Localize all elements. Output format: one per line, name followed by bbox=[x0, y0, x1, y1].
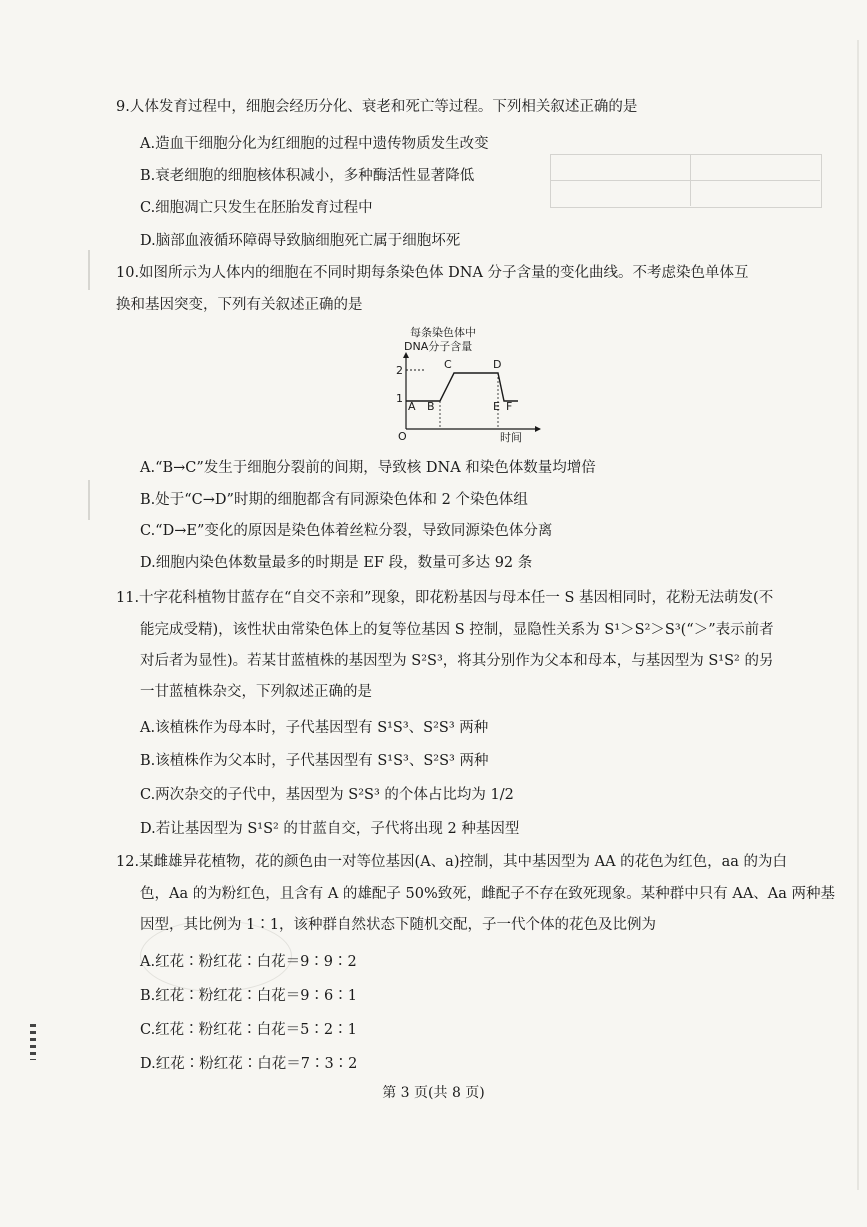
chart-x-axis-arrow bbox=[535, 426, 541, 432]
chart-point-label-e: E bbox=[493, 400, 500, 413]
chart-y-axis-arrow bbox=[403, 352, 409, 358]
q11-stem-line1: 11.十字花科植物甘蓝存在“自交不亲和”现象，即花粉基因与母本任一 S 基因相同时，花粉无法萌发(不 bbox=[116, 590, 774, 606]
chart-ytick-2: 2 bbox=[396, 364, 403, 377]
chart-ylabel-line2: DNA分子含量 bbox=[404, 340, 473, 353]
chart-ytick-1: 1 bbox=[396, 392, 403, 405]
q10-stem-line1: 10.如图所示为人体内的细胞在不同时期每条染色体 DNA 分子含量的变化曲线。不考虑染色单体互 bbox=[116, 265, 749, 281]
q12-stem-line3: 因型，其比例为 1∶1，该种群自然状态下随机交配，子一代个体的花色及比例为 bbox=[140, 917, 657, 933]
q9-option-d: D.脑部血液循环障碍导致脑细胞死亡属于细胞坏死 bbox=[140, 233, 461, 249]
dna-content-chart bbox=[380, 318, 550, 450]
chart-origin-label: O bbox=[398, 430, 407, 443]
binding-mark bbox=[88, 250, 90, 290]
chart-xlabel: 时间 bbox=[500, 431, 522, 444]
q11-stem-line4: 一甘蓝植株杂交，下列叙述正确的是 bbox=[140, 684, 372, 700]
chart-point-label-f: F bbox=[506, 400, 513, 413]
q10-option-b: B.处于“C→D”时期的细胞都含有同源染色体和 2 个染色体组 bbox=[140, 492, 528, 508]
q10-option-c: C.“D→E”变化的原因是染色体着丝粒分裂，导致同源染色体分离 bbox=[140, 523, 553, 539]
q11-option-b: B.该植株作为父本时，子代基因型有 S¹S³、S²S³ 两种 bbox=[140, 753, 489, 769]
binding-mark bbox=[88, 480, 90, 520]
q12-stem-line2: 色，Aa 的为粉红色，且含有 A 的雄配子 50%致死，雌配子不存在致死现象。某种群中只有 AA、Aa 两种基 bbox=[140, 886, 836, 902]
page-footer: 第 3 页(共 8 页) bbox=[382, 1085, 485, 1101]
edge-scan-mark bbox=[30, 1024, 36, 1060]
q9-option-b: B.衰老细胞的细胞核体积减小，多种酶活性显著降低 bbox=[140, 168, 475, 184]
page-edge-shadow bbox=[857, 40, 859, 1190]
q11-stem-line2: 能完成受精)，该性状由常染色体上的复等位基因 S 控制，显隐性关系为 S¹＞S²＞S³(“＞”表示前者 bbox=[140, 622, 774, 638]
chart-ylabel-line1: 每条染色体中 bbox=[410, 326, 476, 339]
chart-point-label-d: D bbox=[493, 358, 502, 371]
q12-stem-line1: 12.某雌雄异花植物，花的颜色由一对等位基因(A、a)控制，其中基因型为 AA 的花色为红色，aa 的为白 bbox=[116, 854, 788, 870]
q12-option-a: A.红花∶粉红花∶白花＝9∶9∶2 bbox=[140, 954, 357, 970]
chart-series-line bbox=[406, 373, 518, 401]
q9-option-c: C.细胞凋亡只发生在胚胎发育过程中 bbox=[140, 200, 373, 216]
q11-option-d: D.若让基因型为 S¹S² 的甘蓝自交，子代将出现 2 种基因型 bbox=[140, 821, 520, 837]
q10-stem-line2: 换和基因突变，下列有关叙述正确的是 bbox=[116, 297, 363, 313]
q9-stem: 9.人体发育过程中，细胞会经历分化、衰老和死亡等过程。下列相关叙述正确的是 bbox=[116, 99, 638, 115]
q12-option-b: B.红花∶粉红花∶白花＝9∶6∶1 bbox=[140, 988, 357, 1004]
chart-point-label-c: C bbox=[444, 358, 452, 371]
q12-option-c: C.红花∶粉红花∶白花＝5∶2∶1 bbox=[140, 1022, 357, 1038]
q10-option-a: A.“B→C”发生于细胞分裂前的间期，导致核 DNA 和染色体数量均增倍 bbox=[140, 460, 596, 476]
q9-option-a: A.造血干细胞分化为红细胞的过程中遗传物质发生改变 bbox=[140, 136, 489, 152]
chart-point-label-a: A bbox=[408, 400, 416, 413]
chart-point-label-b: B bbox=[427, 400, 435, 413]
q11-option-a: A.该植株作为母本时，子代基因型有 S¹S³、S²S³ 两种 bbox=[140, 720, 489, 736]
q11-option-c: C.两次杂交的子代中，基因型为 S²S³ 的个体占比均为 1/2 bbox=[140, 787, 514, 803]
chart-drop-lines bbox=[440, 373, 498, 429]
q10-option-d: D.细胞内染色体数量最多的时期是 EF 段，数量可多达 92 条 bbox=[140, 555, 533, 571]
q11-stem-line3: 对后者为显性)。若某甘蓝植株的基因型为 S²S³，将其分别作为父本和母本，与基因型为 S¹S² 的另 bbox=[140, 653, 774, 669]
q12-option-d: D.红花∶粉红花∶白花＝7∶3∶2 bbox=[140, 1056, 358, 1072]
